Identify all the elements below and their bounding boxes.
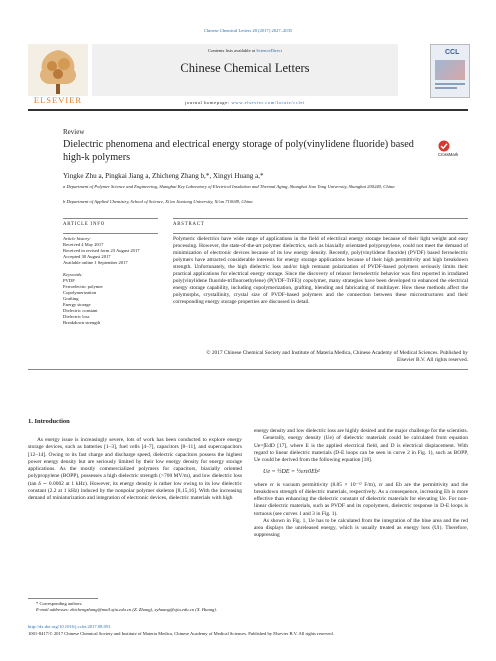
- copyright-footer: 1001-8417/© 2017 Chinese Chemical Society and Institute of Materia Medica, Chinese Academy of Medical Sciences. Published by Elsevier B.V. All rights reserved.: [28, 631, 334, 636]
- article-type: Review: [63, 128, 85, 136]
- article-info: [63, 222, 163, 325]
- keyword: Breakdown strength: [63, 320, 101, 325]
- article-history: [63, 236, 163, 266]
- abstract-subrule: [173, 233, 468, 234]
- article-info-heading: ARTICLE INFO: [63, 222, 105, 227]
- keyword-list: [63, 272, 163, 326]
- history-item: Available online 1 September 2017: [63, 260, 128, 265]
- journal-header: [28, 44, 468, 106]
- abstract-rule: [173, 218, 468, 219]
- elsevier-tree-icon: [28, 44, 88, 96]
- section-heading: 1. Introduction: [28, 418, 70, 425]
- footnote-corresponding: * Corresponding authors.: [36, 601, 83, 606]
- paragraph: where εr is vacuum permittivity (8.85 × 10⁻¹² F/m), εr and Eb are the permittivity and the breakdown strength of dielectric materials, respectively. As a consequence, increasing Eb is more effective than enhancing the dielectric constant of dielectric materials for elevating Ue. For non-linear dielectric materials, such as PVDF and its copolymers, dielectric response in D-E loops is tortuous (see curves 1 and 3 in Fig. 1).: [254, 481, 468, 517]
- keyword: Dielectric constant: [63, 308, 98, 313]
- history-label: Article history:: [63, 236, 91, 241]
- abstract-bottom-rule: [28, 369, 468, 370]
- footnote-emails: E-mail addresses: zhichengzhang@mail.xjtu.edu.cn (Z. Zhang), xyhuang@sjtu.edu.cn (X. Huang).: [36, 607, 218, 612]
- keyword: Energy storage: [63, 302, 91, 307]
- contents-line: Contents lists available at ScienceDirect: [208, 48, 282, 53]
- cover-image: [435, 60, 465, 80]
- author-list: Yingke Zhu a, Pingkai Jiang a, Zhicheng Zhang b,*, Xingyi Huang a,*: [63, 172, 264, 180]
- abstract-text: Polymeric dielectrics have wide range of applications in the field of electrical energy storage because of their light weight and easy processing. However, the state-of-the-art polymer dielectrics, such as biaxially orientated polypropylene, could not meet the demand of minimization of electronic devices because of its low energy density. Recently, poly(vinylidene fluoride) (PVDF) based ferroelectric polymers have attracted considerable interests for energy storage applications because of their high permittivity and high breakdown strength. Unfortunately, the high dielectric loss and/or high remnant polarization of PVDF-based polymers seriously limits their practical applications for electrical energy storage. Since the discovery of relaxor ferroelectric behavior was first reported in irradiated poly(vinylidene fluoride-trifluoroethylene) (P(VDF-TrFE)) copolymer, many strategies have been developed to enhanced the electrical energy storage capability, including copolymerization, grafting, blending and fabricating of multilayer. How these methods affect the polymorphs, crystallinity, crystal size of PVDF-based polymers and the connection between these microstructures and their corresponding energy storage properties are discussed in detail.: [173, 236, 468, 305]
- affiliation-b: b Department of Applied Chemistry, School of Science, Xi'an Jiaotong University, Xi'an 710049, China: [63, 199, 253, 204]
- equation: Ue = ½DE = ½εrε0Eb²: [263, 469, 320, 476]
- footnote: [28, 601, 242, 613]
- abstract-copyright: © 2017 Chinese Chemical Society and Institute of Materia Medica, Chinese Academy of Medical Sciences. Published by Elsevier B.V. All rights reserved.: [206, 350, 468, 363]
- abstract: [173, 222, 468, 363]
- homepage-line: journal homepage: www.elsevier.com/locate/cclet: [185, 100, 305, 105]
- right-column: [254, 428, 468, 540]
- paragraph: Generally, energy density (Ue) of dielectric materials could be calculated from equation Ue=∫EdD [17], where E is the applied electrical field, and D is electrical displacement. With regard to linear dielectric materials (D-E loops can be seen in curve 2 in Fig. 1), such as BOPP, Ue could be derived from the following equation [18].: [254, 435, 468, 463]
- history-item: Received 4 May 2017: [63, 242, 104, 247]
- article-title: Dielectric phenomena and electrical energy storage of poly(vinylidene fluoride) based high-k polymers: [63, 139, 414, 163]
- header-rule: [28, 109, 468, 111]
- keywords-label: Keywords:: [63, 272, 83, 277]
- journal-name: Chinese Chemical Letters: [180, 61, 310, 75]
- crossmark-icon: [438, 140, 450, 152]
- footnote-rule: [28, 598, 98, 599]
- cover-title: CCL: [445, 49, 460, 56]
- affiliation-a: a Department of Polymer Science and Engineering, Shanghai Key Laboratory of Electrical Insulation and Thermal Aging, Shanghai Jiao Tong University, Shanghai 200240, China: [63, 184, 395, 189]
- abstract-heading: ABSTRACT: [173, 222, 205, 227]
- keyword: Dielectric loss: [63, 314, 90, 319]
- history-item: Accepted 30 August 2017: [63, 254, 111, 259]
- sciencedirect-link[interactable]: ScienceDirect: [256, 48, 282, 53]
- crossmark-label: CrossMark: [438, 152, 459, 157]
- paragraph: energy density and low dielectric loss are highly desired and the major challenge for the scientists.: [254, 428, 469, 434]
- journal-title-panel: [92, 44, 398, 96]
- keyword: Copolymerization: [63, 290, 97, 295]
- cover-stripe: [435, 83, 465, 85]
- keyword: Ferroelectric polymer: [63, 284, 103, 289]
- keyword: PVDF: [63, 278, 75, 283]
- article-info-subrule: [63, 233, 158, 234]
- history-item: Received in revised form 23 August 2017: [63, 248, 140, 253]
- publisher-logo: [28, 44, 88, 106]
- cover-stripe: [435, 87, 457, 89]
- journal-cover: [430, 44, 470, 98]
- left-column: [28, 418, 242, 502]
- paragraph: As shown in Fig. 1, Ue has to be calculated from the integration of the blue area and the red area displays the unreleased energy, which is usually treated as energy loss (Ul). Therefore, suppressing: [254, 517, 468, 539]
- homepage-link[interactable]: www.elsevier.com/locate/cclet: [231, 100, 305, 105]
- doi-link[interactable]: http://dx.doi.org/10.1016/j.cclet.2017.08.053: [28, 624, 111, 629]
- paragraph: As energy issue is increasingly severe, lots of work has been conducted to explore energy storage devices, such as batteries [1–3], fuel cells [4–7], capacitors [8–11], and supercapacitors [12–14]. Owing to its fast charge and discharge speed, dielectric capacitors possess the highest power energy density but are seriously limited by their low energy density for energy storage applications. As the mostly commercialized polymers for capacitors, biaxially oriented polypropylene (BOPP), possesses a high dielectric strength (>700 MV/m), and low dielectric loss (tan δ ∼ 0.0002 at 1 kHz). However, its energy density is rather low owing to its low dielectric constant (2.2 at 1 kHz) induced by the nonpolar polymer skeleton [8,15,16]. With the increasing demand of miniaturization and integration of electronic devices, dielectric materials with high: [28, 437, 242, 501]
- article-info-rule: [63, 218, 158, 219]
- journal-citation-line: Chinese Chemical Letters 28 (2017) 2027–2035: [203, 28, 293, 33]
- keyword: Grafting: [63, 296, 79, 301]
- publisher-logo-text: ELSEVIER: [33, 95, 83, 105]
